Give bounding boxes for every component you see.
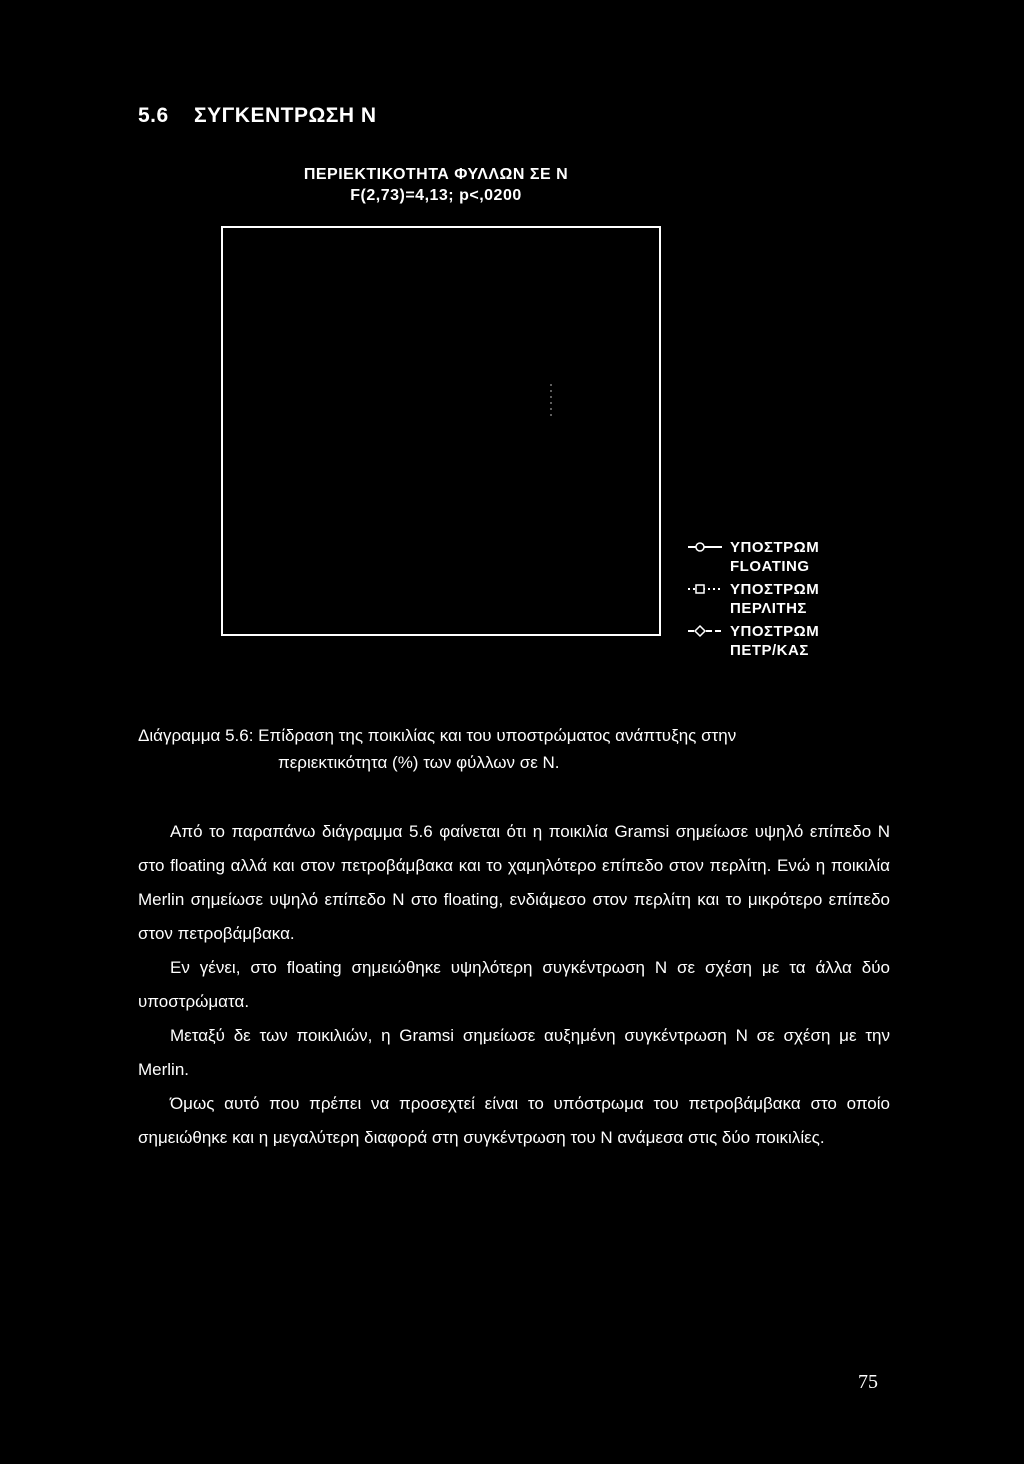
body-text [138,815,890,1155]
legend [686,538,886,664]
legend-label-line1: ΥΠΟΣΤΡΩΜ [730,581,820,598]
caption-line2: περιεκτικότητα (%) των φύλλων σε N. [278,753,560,772]
paragraph: Εν γένει, στο floating σημειώθηκε υψηλότερη συγκέντρωση N σε σχέση με τα άλλα δύο υποστρώματα. [138,958,890,1011]
legend-item-perlite [686,580,886,618]
chart-title-line1: ΠΕΡΙΕΚΤΙΚΟΤΗΤΑ ΦΥΛΛΩΝ ΣΕ N [303,166,569,183]
diamond-icon [695,626,705,636]
legend-label-line1: ΥΠΟΣΤΡΩΜ [730,539,820,556]
section-title: ΣΥΓΚΕΝΤΡΩΣΗ N [194,104,377,127]
legend-swatch-rockwool [686,622,730,642]
figure-caption [138,722,898,776]
legend-item-rockwool [686,622,886,660]
legend-label-line2: FLOATING [730,558,810,575]
legend-label-line2: ΠΕΤΡ/ΚΑΣ [730,642,809,659]
section-number: 5.6 [138,104,169,127]
chart-title [260,164,612,206]
plot-area [221,226,661,636]
legend-item-floating [686,538,886,576]
paragraph: Από το παραπάνω διάγραμμα 5.6 φαίνεται ότι η ποικιλία Gramsi σημείωσε υψηλό επίπεδο N στο floating αλλά και στον πετροβάμβακα και το χαμηλότερο επίπεδο στον περλίτη. Ενώ η ποικιλία Merlin σημείωσε υψηλό επίπεδο N στο floating, ενδιάμεσο στον περλίτη και το μικρότερο επίπεδο στον πετροβάμβακα. [138,822,890,943]
legend-swatch-floating [686,538,730,558]
paragraph: Όμως αυτό που πρέπει να προσεχτεί είναι το υπόστρωμα του πετροβάμβακα στο οποίο σημειώθηκε και η μεγαλύτερη διαφορά στη συγκέντρωση του N ανάμεσα στις δύο ποικιλίες. [138,1094,890,1147]
circle-icon [696,543,704,551]
caption-line1: Διάγραμμα 5.6: Επίδραση της ποικιλίας και του υποστρώματος ανάπτυξης στην [138,726,737,745]
legend-label-line1: ΥΠΟΣΤΡΩΜ [730,623,820,640]
page-number: 75 [858,1371,878,1393]
paragraph: Μεταξύ δε των ποικιλιών, η Gramsi σημείωσε αυξημένη συγκέντρωση N σε σχέση με την Merlin. [138,1026,890,1079]
chart-title-line2: F(2,73)=4,13; p<,0200 [350,187,522,204]
square-icon [696,585,704,593]
plot-svg [223,228,659,634]
legend-label-line2: ΠΕΡΛΙΤΗΣ [730,600,807,617]
section-heading [138,104,377,128]
legend-swatch-perlite [686,580,730,600]
